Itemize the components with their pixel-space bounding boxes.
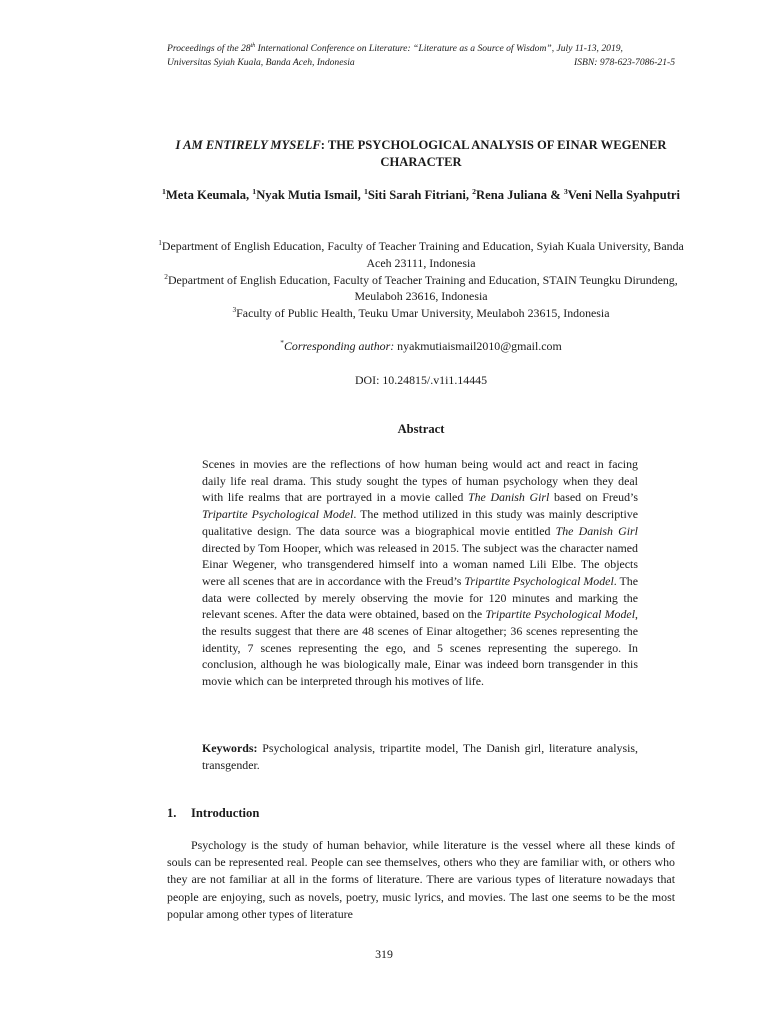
abstract-text-italic: Tripartite Psychological Model [485,607,636,622]
affiliation-text: Department of English Education, Faculty of Teacher Training and Education, Syiah Kuala University, Banda Aceh 23111, Indonesia [161,239,684,270]
affiliation-text: Faculty of Public Health, Teuku Umar University, Meulaboh 23615, Indonesia [236,306,610,321]
page-number: 319 [375,947,393,961]
abstract-text-italic: Tripartite Psychological Model [202,507,354,522]
abstract-text: , the results suggest that there are 48 scenes of Einar altogether; 36 scenes representing the identity, 7 scenes representing the ego, and 5 scenes representing the superego. In conclusion, although he was biologically male, Einar was indeed born transgender in this movie which can be interpreted through his motives of life. [202,607,638,689]
affiliation-mark: 3 [232,305,237,315]
running-header [167,42,675,70]
header-line-1 [167,42,675,56]
abstract-text-italic: The Danish Girl [467,490,550,505]
corresponding-author [160,339,682,354]
abstract-text: directed by Tom Hooper, which was released in 2015. The subject was the character named Einar Wegener, who transgendered himself into a woman named Lili Elbe. The objects were all scenes that are in accordance with the Freud’s [202,540,638,588]
abstract-text-italic: The Danish Girl [555,523,638,538]
affiliation-mark: 2 [164,271,168,281]
corresponding-email[interactable]: nyakmutiaismail2010@gmail.com [394,339,562,353]
author-affil-mark: 1 [252,186,257,196]
corresponding-mark: * [280,338,284,348]
author-name: Rena Juliana & [476,188,564,202]
header-ordinal-suffix: th [250,42,256,49]
author-affil-mark: 2 [472,186,477,196]
header-venue: Universitas Syiah Kuala, Banda Aceh, Indonesia [167,57,355,68]
section-heading-introduction [167,806,259,821]
author-name: Meta Keumala, [165,188,253,202]
header-conference-prefix: Proceedings of the 28 [167,43,251,54]
paper-title-rest: : THE PSYCHOLOGICAL ANALYSIS OF EINAR WEGENER CHARACTER [320,138,667,169]
keywords-label: Keywords: [202,741,258,755]
author-name: Nyak Mutia Ismail, [256,188,364,202]
keywords-text: Psychological analysis, tripartite model, The Danish girl, literature analysis, transgender. [202,741,638,772]
section-title: Introduction [191,806,260,820]
abstract-text: . The data were collected by merely observing the movie for 120 minutes and marking the relevant scenes. After the data were obtained, based on the [202,573,639,622]
abstract-text: Scenes in movies are the reflections of how human being would act and react in facing daily life real drama. This study sought the types of human psychology when they deal with life realms that are portrayed in a movie called [202,457,638,505]
abstract-body [202,456,638,690]
affiliation-item [150,272,692,306]
paper-title-italic: I AM ENTIRELY MYSELF [175,138,321,152]
header-line-2 [167,56,675,70]
affiliation-list [150,238,692,322]
doi[interactable]: DOI: 10.24815/.v1i1.14445 [354,373,488,387]
header-conference-title: International Conference on Literature: “Literature as a Source of Wisdom”, July 11-13, 2019, [255,43,623,54]
author-affil-mark: 1 [162,186,166,196]
corresponding-label: Corresponding author: [283,339,395,353]
section-number: 1. [167,806,177,820]
keywords [202,740,638,774]
abstract-heading: Abstract [397,422,445,436]
affiliation-item [150,305,692,322]
introduction-paragraph: Psychology is the study of human behavior, while literature is the vessel where all these kinds of souls can be represented real. People can see themselves, others who they are familiar with, or others who they are not familiar at all in the forms of literature. There are various types of literature nowadays that people are enjoying, such as novels, poetry, music lyrics, and movies. The last one seems to be the most popular among other types of literature [167,838,675,921]
abstract-text: . The method utilized in this study was mainly descriptive qualitative design. The data source was a biographical movie entitled [202,507,638,538]
author-affil-mark: 1 [363,186,368,196]
affiliation-text: Department of English Education, Faculty of Teacher Training and Education, STAIN Teungku Dirundeng, Meulaboh 23616, Indonesia [167,272,678,304]
author-affil-mark: 3 [563,186,568,196]
header-isbn: ISBN: 978-623-7086-21-5 [574,57,675,68]
affiliation-item [150,238,692,272]
affiliation-mark: 1 [158,238,162,248]
author-list [160,187,682,204]
paper-title [160,137,682,171]
abstract-text-italic: Tripartite Psychological Model [464,573,614,588]
author-name: Siti Sarah Fitriani, [367,188,473,202]
author-name: Veni Nella Syahputri [567,188,680,202]
abstract-text: based on Freud’s [549,490,638,505]
